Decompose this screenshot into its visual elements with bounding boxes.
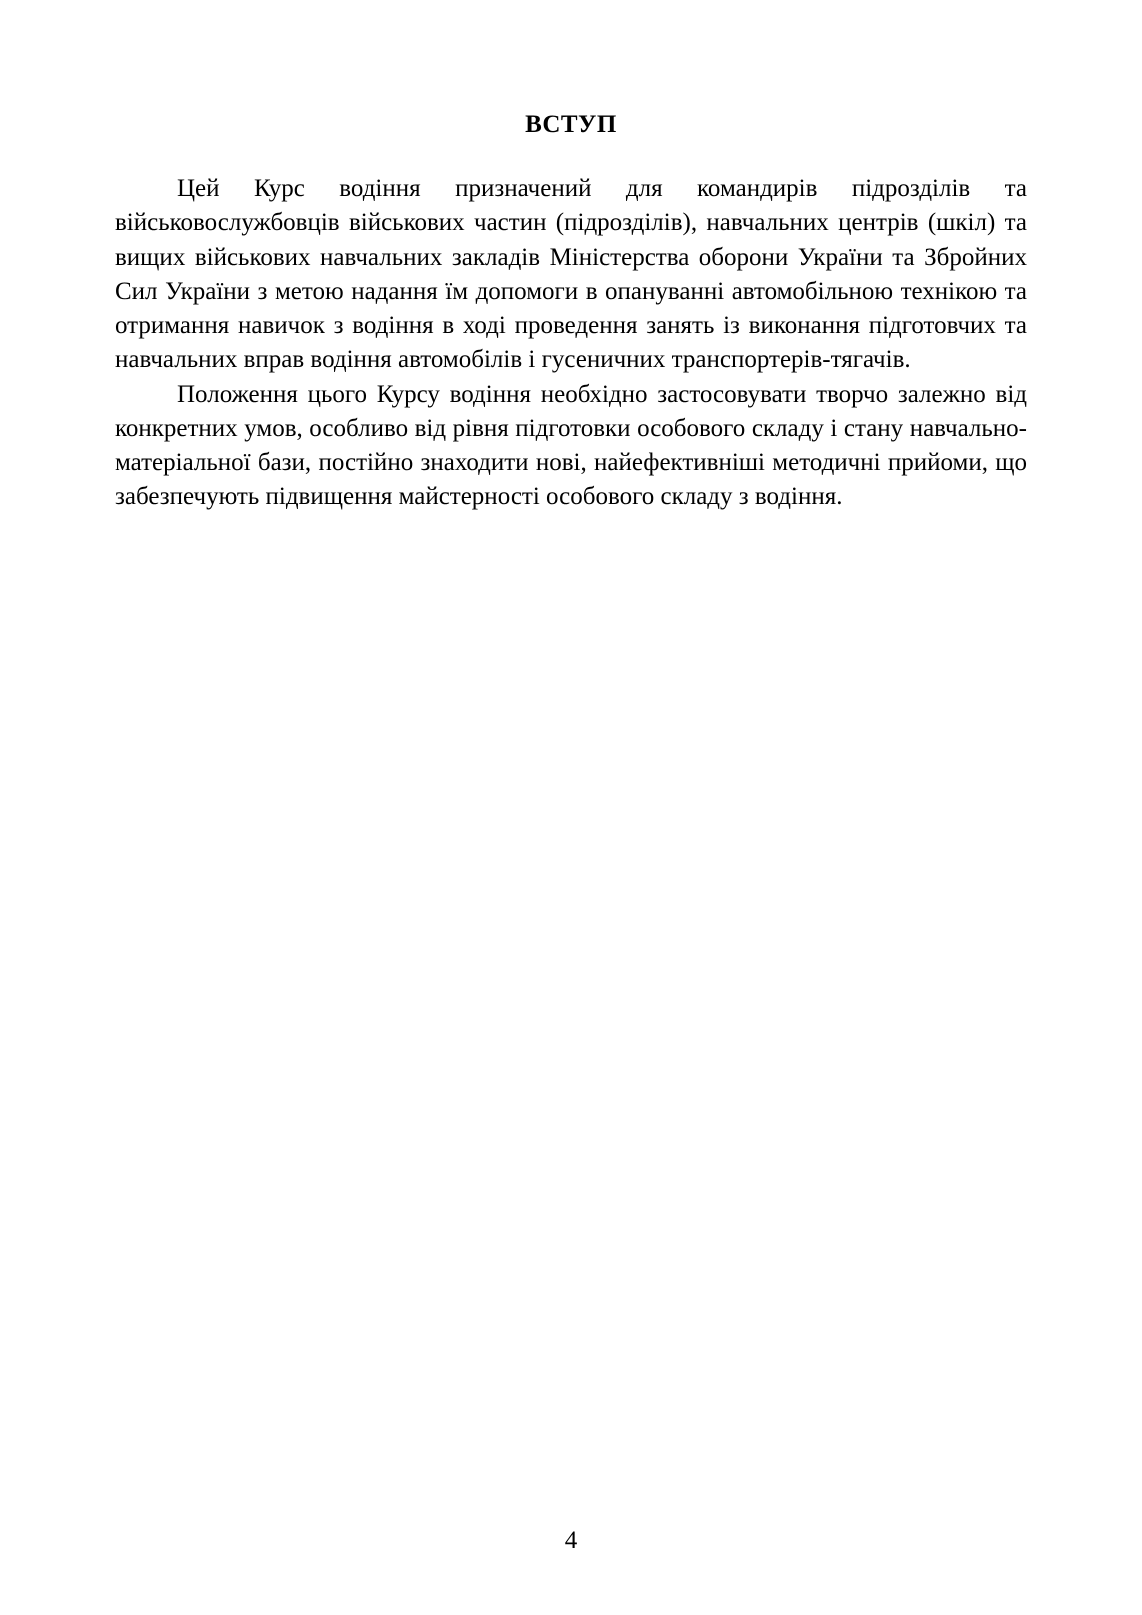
page-number: 4 [564, 1527, 578, 1554]
paragraph-intro-application: Положення цього Курсу водіння необхідно застосовувати творчо залежно від конкретних умов, особливо від рівня підготовки особового складу і стану навчально-матеріальної бази, постійно знаходити нові, найефективніші методичні прийоми, що забезпечують підвищення майстерності особового складу з водіння. [115, 380, 1027, 511]
paragraph-intro-purpose: Цей Курс водіння призначений для командирів підрозділів та військовослужбовців військових частин (підрозділів), навчальних центрів (шкіл) та вищих військових навчальних закладів Міністерства оборони України та Збройних Сил України з метою надання їм допомоги в опануванні автомобільною технікою та отримання навичок з водіння в ході проведення занять із виконання підготовчих та навчальних вправ водіння автомобілів і гусеничних транспортерів-тягачів. [115, 175, 1027, 374]
page-title: ВСТУП [525, 111, 617, 138]
